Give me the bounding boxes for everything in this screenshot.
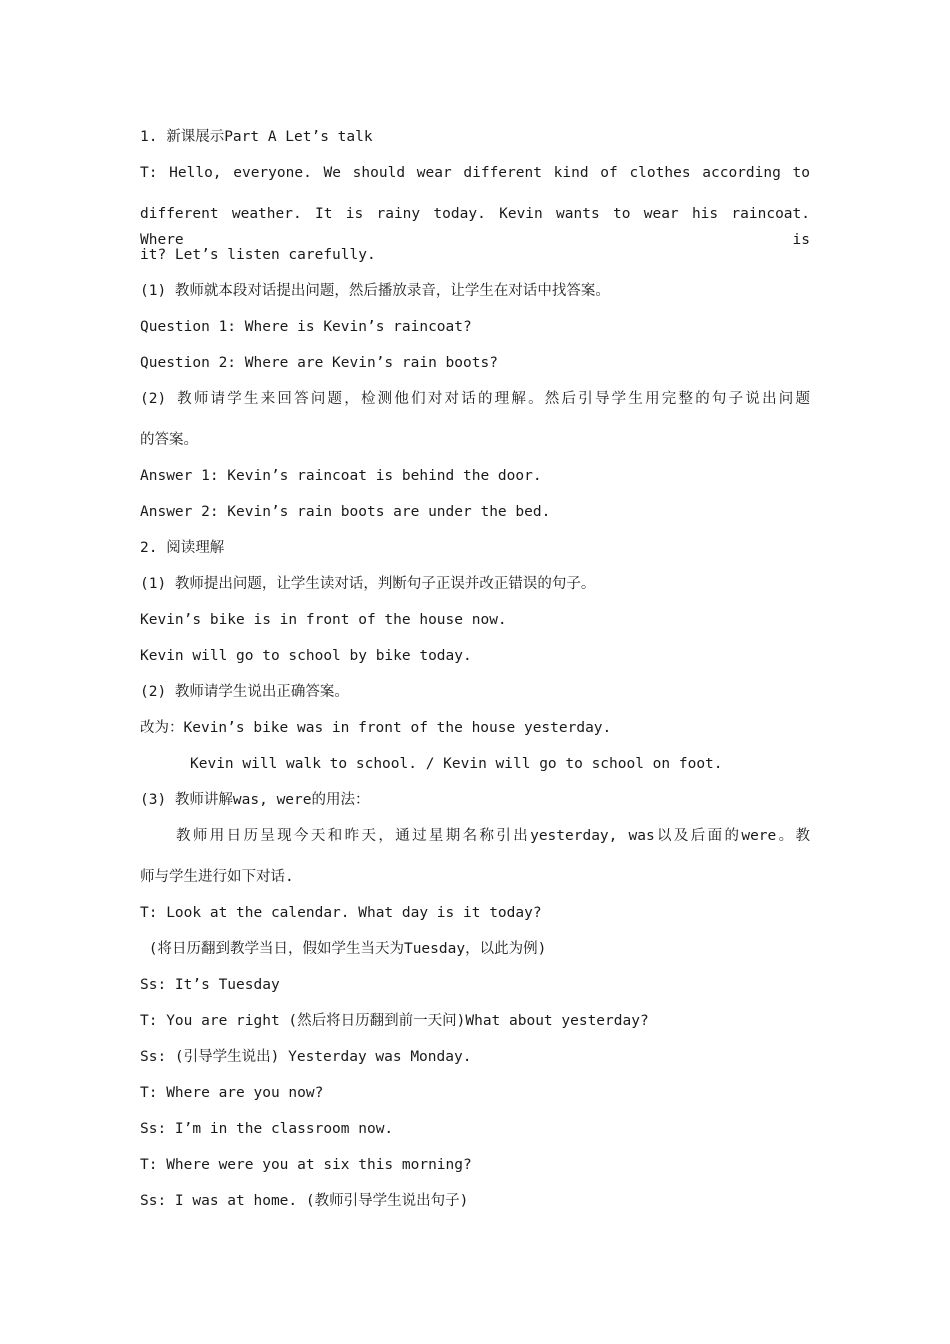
correction-1: 改为：Kevin’s bike was in front of the house yesterday.	[140, 720, 612, 736]
intro-line-1: T: Hello, everyone. We should wear different kind of clothes according to	[140, 165, 810, 181]
explanation-line-1: 教师用日历呈现今天和昨天，通过星期名称引出yesterday, was以及后面的were。教	[176, 828, 810, 844]
explanation-line-2: 师与学生进行如下对话.	[140, 869, 294, 885]
section1-step1: (1) 教师就本段对话提出问题，然后播放录音，让学生在对话中找答案。	[140, 283, 610, 299]
sentence-2: Kevin will go to school by bike today.	[140, 648, 472, 664]
section2-step2: (2) 教师请学生说出正确答案。	[140, 684, 349, 700]
answer-2: Answer 2: Kevin’s rain boots are under the bed.	[140, 504, 551, 520]
dialogue-line: Ss: I was at home. (教师引导学生说出句子)	[140, 1193, 469, 1209]
section1-step2-line-1: (2) 教师请学生来回答问题，检测他们对对话的理解。然后引导学生用完整的句子说出问题	[140, 391, 810, 407]
dialogue-line: Ss: It’s Tuesday	[140, 977, 280, 993]
sentence-1: Kevin’s bike is in front of the house now.	[140, 612, 507, 628]
dialogue-line: Ss: I’m in the classroom now.	[140, 1121, 394, 1137]
intro-line-3: it? Let’s listen carefully.	[140, 247, 376, 263]
dialogue-line: T: You are right (然后将日历翻到前一天问)What about yesterday?	[140, 1013, 649, 1029]
dialogue-line: T: Where were you at six this morning?	[140, 1157, 472, 1173]
question-2: Question 2: Where are Kevin’s rain boots?	[140, 355, 498, 371]
dialogue-line: T: Where are you now?	[140, 1085, 324, 1101]
answer-1: Answer 1: Kevin’s raincoat is behind the door.	[140, 468, 542, 484]
section1-step2-line-2: 的答案。	[140, 432, 198, 448]
dialogue-line: (将日历翻到教学当日，假如学生当天为Tuesday，以此为例)	[140, 941, 547, 957]
correction-2: Kevin will walk to school. / Kevin will go to school on foot.	[190, 756, 723, 772]
section2-step3: (3) 教师讲解was, were的用法：	[140, 792, 370, 808]
dialogue-line: T: Look at the calendar. What day is it today?	[140, 905, 542, 921]
document-page	[140, 124, 810, 1224]
section2-step1: (1) 教师提出问题，让学生读对话，判断句子正误并改正错误的句子。	[140, 576, 596, 592]
dialogue-line: Ss: (引导学生说出) Yesterday was Monday.	[140, 1049, 472, 1065]
question-1: Question 1: Where is Kevin’s raincoat?	[140, 319, 472, 335]
section1-heading: 1. 新课展示Part A Let’s talk	[140, 129, 373, 145]
section2-heading: 2. 阅读理解	[140, 540, 225, 556]
intro-line-2: different weather. It is rainy today. Kevin wants to wear his raincoat. Where is	[140, 206, 810, 248]
